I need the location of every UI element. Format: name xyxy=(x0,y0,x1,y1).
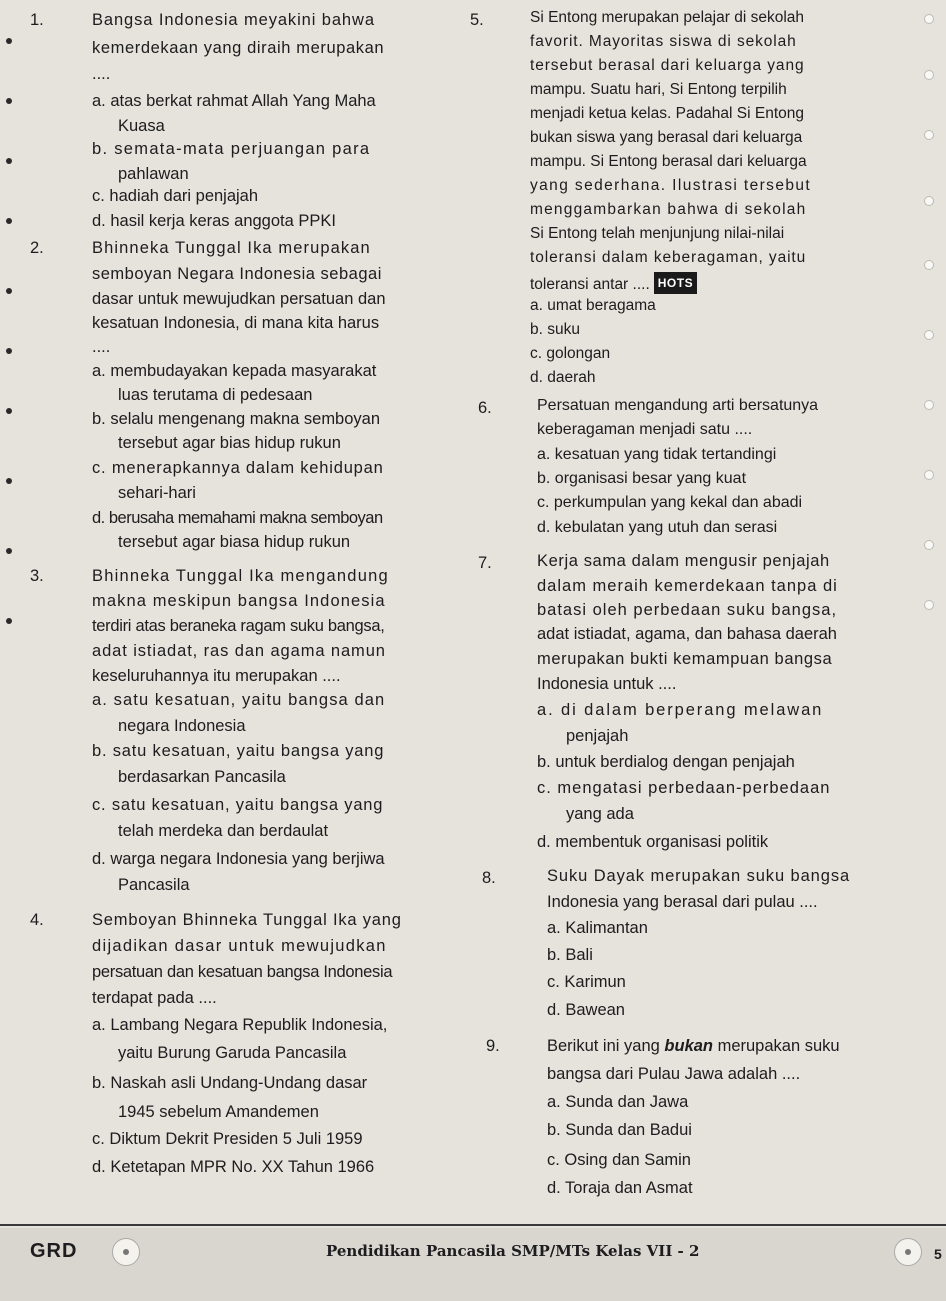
option-c[interactable]: c. perkumpulan yang kekal dan abadi xyxy=(537,494,803,511)
hots-badge: HOTS xyxy=(654,272,697,294)
margin-hole-icon xyxy=(6,158,12,164)
emphasis-bukan: bukan xyxy=(664,1037,713,1055)
option-c[interactable]: c. mengatasi perbedaan-perbedaan xyxy=(537,779,831,797)
footer xyxy=(0,1228,946,1301)
option-a[interactable]: a. atas berkat rahmat Allah Yang Maha xyxy=(92,92,376,110)
question-text: yang sederhana. Ilustrasi tersebut xyxy=(530,177,812,194)
margin-hole-icon xyxy=(6,478,12,484)
question-text: .... xyxy=(92,65,111,83)
option-d[interactable]: d. berusaha memahami makna semboyan xyxy=(92,509,383,527)
option-d[interactable]: d. Ketetapan MPR No. XX Tahun 1966 xyxy=(92,1158,375,1176)
margin-hole-icon xyxy=(6,98,12,104)
margin-hole-icon xyxy=(6,548,12,554)
question-text: dasar untuk mewujudkan persatuan dan xyxy=(92,290,386,308)
question-text: adat istiadat, ras dan agama namun xyxy=(92,642,386,660)
question-text-part: Berikut ini yang xyxy=(547,1037,665,1055)
question-number: 6. xyxy=(478,399,492,417)
question-text: dijadikan dasar untuk mewujudkan xyxy=(92,937,387,955)
question-text: toleransi dalam keberagaman, yaitu xyxy=(530,249,807,266)
margin-hole-icon xyxy=(924,14,934,24)
question-number: 2. xyxy=(30,239,44,257)
footer-dot-icon xyxy=(894,1238,922,1266)
option-c[interactable]: c. Karimun xyxy=(547,973,626,991)
question-text: Persatuan mengandung arti bersatunya xyxy=(537,397,819,414)
question-number: 9. xyxy=(486,1037,500,1055)
option-c[interactable]: c. menerapkannya dalam kehidupan xyxy=(92,459,384,477)
question-text: Kerja sama dalam mengusir penjajah xyxy=(537,552,830,570)
margin-hole-icon xyxy=(924,70,934,80)
question-text: Indonesia untuk .... xyxy=(537,675,677,693)
option-d[interactable]: d. warga negara Indonesia yang berjiwa xyxy=(92,850,385,868)
question-text-part: merupakan suku xyxy=(713,1037,840,1055)
question-text xyxy=(530,272,697,295)
question-text: bangsa dari Pulau Jawa adalah .... xyxy=(547,1065,801,1083)
option-b-cont: tersebut agar bias hidup rukun xyxy=(118,434,341,452)
page-number-edge: 5 xyxy=(934,1246,942,1262)
option-b-cont: berdasarkan Pancasila xyxy=(118,768,286,786)
question-text: kesatuan Indonesia, di mana kita harus xyxy=(92,314,380,332)
option-c[interactable]: c. hadiah dari penjajah xyxy=(92,187,259,205)
margin-hole-icon xyxy=(924,130,934,140)
option-c-cont: sehari-hari xyxy=(118,484,196,502)
margin-hole-icon xyxy=(6,288,12,294)
option-d-cont: tersebut agar biasa hidup rukun xyxy=(118,533,351,551)
option-d[interactable]: d. daerah xyxy=(530,369,596,386)
margin-hole-icon xyxy=(924,196,934,206)
question-text: terdiri atas beraneka ragam suku bangsa, xyxy=(92,617,385,635)
question-text: bukan siswa yang berasal dari keluarga xyxy=(530,129,803,146)
margin-hole-icon xyxy=(924,260,934,270)
margin-hole-icon xyxy=(924,400,934,410)
margin-hole-icon xyxy=(924,470,934,480)
question-text: kemerdekaan yang diraih merupakan xyxy=(92,39,385,57)
margin-hole-icon xyxy=(6,38,12,44)
option-a[interactable]: a. di dalam berperang melawan xyxy=(537,701,824,719)
margin-hole-icon xyxy=(924,540,934,550)
option-c-cont: telah merdeka dan berdaulat xyxy=(118,822,329,840)
question-text: Suku Dayak merupakan suku bangsa xyxy=(547,867,851,885)
question-text: menggambarkan bahwa di sekolah xyxy=(530,201,807,218)
option-a[interactable]: a. umat beragama xyxy=(530,297,656,314)
margin-hole-icon xyxy=(924,600,934,610)
question-text: favorit. Mayoritas siswa di sekolah xyxy=(530,33,797,50)
question-text: persatuan dan kesatuan bangsa Indonesia xyxy=(92,963,393,981)
option-d[interactable]: d. membentuk organisasi politik xyxy=(537,833,769,851)
option-a[interactable]: a. Kalimantan xyxy=(547,919,648,937)
option-a-cont: yaitu Burung Garuda Pancasila xyxy=(118,1044,347,1062)
margin-hole-icon xyxy=(924,330,934,340)
margin-hole-icon xyxy=(6,408,12,414)
option-a-cont: negara Indonesia xyxy=(118,717,246,735)
option-a[interactable]: a. satu kesatuan, yaitu bangsa dan xyxy=(92,691,386,709)
option-c[interactable]: c. Diktum Dekrit Presiden 5 Juli 1959 xyxy=(92,1130,363,1148)
option-b[interactable]: b. satu kesatuan, yaitu bangsa yang xyxy=(92,742,385,760)
question-text: dalam meraih kemerdekaan tanpa di xyxy=(537,577,838,595)
question-text: Indonesia yang berasal dari pulau .... xyxy=(547,893,818,911)
option-d[interactable]: d. kebulatan yang utuh dan serasi xyxy=(537,519,778,536)
question-number: 4. xyxy=(30,911,44,929)
footer-dot-icon xyxy=(112,1238,140,1266)
margin-hole-icon xyxy=(6,218,12,224)
question-number: 8. xyxy=(482,869,496,887)
question-text xyxy=(547,1036,840,1056)
option-b[interactable]: b. semata-mata perjuangan para xyxy=(92,140,371,158)
question-text: mampu. Suatu hari, Si Entong terpilih xyxy=(530,81,787,98)
option-b[interactable]: b. Sunda dan Badui xyxy=(547,1121,692,1139)
question-text: Si Entong telah menjunjung nilai-nilai xyxy=(530,225,785,242)
question-text: tersebut berasal dari keluarga yang xyxy=(530,57,805,74)
question-text: .... xyxy=(92,338,111,356)
question-text: makna meskipun bangsa Indonesia xyxy=(92,592,386,610)
option-c[interactable]: c. Osing dan Samin xyxy=(547,1151,691,1169)
option-a[interactable]: a. Sunda dan Jawa xyxy=(547,1093,689,1111)
margin-hole-icon xyxy=(6,618,12,624)
question-text-last: toleransi antar .... xyxy=(530,276,650,293)
question-text: keberagaman menjadi satu .... xyxy=(537,421,753,438)
question-text: keseluruhannya itu merupakan .... xyxy=(92,667,341,685)
option-b[interactable]: b. selalu mengenang makna semboyan xyxy=(92,410,381,428)
question-number: 7. xyxy=(478,554,492,572)
question-text: merupakan bukti kemampuan bangsa xyxy=(537,650,833,668)
question-number: 1. xyxy=(30,11,44,29)
option-b[interactable]: b. Bali xyxy=(547,946,593,964)
question-text: Si Entong merupakan pelajar di sekolah xyxy=(530,9,805,26)
footer-book-title: Pendidikan Pancasila SMP/MTs Kelas VII - 2 xyxy=(326,1242,700,1260)
question-text: Semboyan Bhinneka Tunggal Ika yang xyxy=(92,911,402,929)
option-d[interactable]: d. Bawean xyxy=(547,1001,625,1019)
question-number: 3. xyxy=(30,567,44,585)
option-a[interactable]: a. membudayakan kepada masyarakat xyxy=(92,362,377,380)
question-text: mampu. Si Entong berasal dari keluarga xyxy=(530,153,807,170)
question-text: semboyan Negara Indonesia sebagai xyxy=(92,265,382,283)
option-a-cont: luas terutama di pedesaan xyxy=(118,386,313,404)
option-b-cont: 1945 sebelum Amandemen xyxy=(118,1103,319,1121)
question-text: terdapat pada .... xyxy=(92,989,217,1007)
option-a[interactable]: a. Lambang Negara Republik Indonesia, xyxy=(92,1016,388,1034)
question-text: batasi oleh perbedaan suku bangsa, xyxy=(537,601,838,619)
question-number: 5. xyxy=(470,11,484,29)
option-b[interactable]: b. organisasi besar yang kuat xyxy=(537,470,747,487)
question-text: menjadi ketua kelas. Padahal Si Entong xyxy=(530,105,805,122)
question-text: Bhinneka Tunggal Ika merupakan xyxy=(92,239,371,257)
option-c[interactable]: c. satu kesatuan, yaitu bangsa yang xyxy=(92,796,384,814)
option-d-cont: Pancasila xyxy=(118,876,190,894)
option-c-cont: yang ada xyxy=(566,805,634,823)
margin-hole-icon xyxy=(6,348,12,354)
option-d[interactable]: d. hasil kerja keras anggota PPKI xyxy=(92,212,336,230)
option-d[interactable]: d. Toraja dan Asmat xyxy=(547,1179,693,1197)
publisher-logo: GRD xyxy=(30,1240,78,1262)
question-text: Bhinneka Tunggal Ika mengandung xyxy=(92,567,389,585)
option-b[interactable]: b. suku xyxy=(530,321,580,338)
option-a[interactable]: a. kesatuan yang tidak tertandingi xyxy=(537,446,777,463)
question-text: adat istiadat, agama, dan bahasa daerah xyxy=(537,625,837,643)
option-b[interactable]: b. Naskah asli Undang-Undang dasar xyxy=(92,1074,368,1092)
option-b[interactable]: b. untuk berdialog dengan penjajah xyxy=(537,753,795,771)
footer-divider xyxy=(0,1224,946,1226)
option-a-cont: Kuasa xyxy=(118,117,165,135)
option-a-cont: penjajah xyxy=(566,727,629,745)
option-c[interactable]: c. golongan xyxy=(530,345,611,362)
option-b-cont: pahlawan xyxy=(118,165,189,183)
question-text: Bangsa Indonesia meyakini bahwa xyxy=(92,11,375,29)
